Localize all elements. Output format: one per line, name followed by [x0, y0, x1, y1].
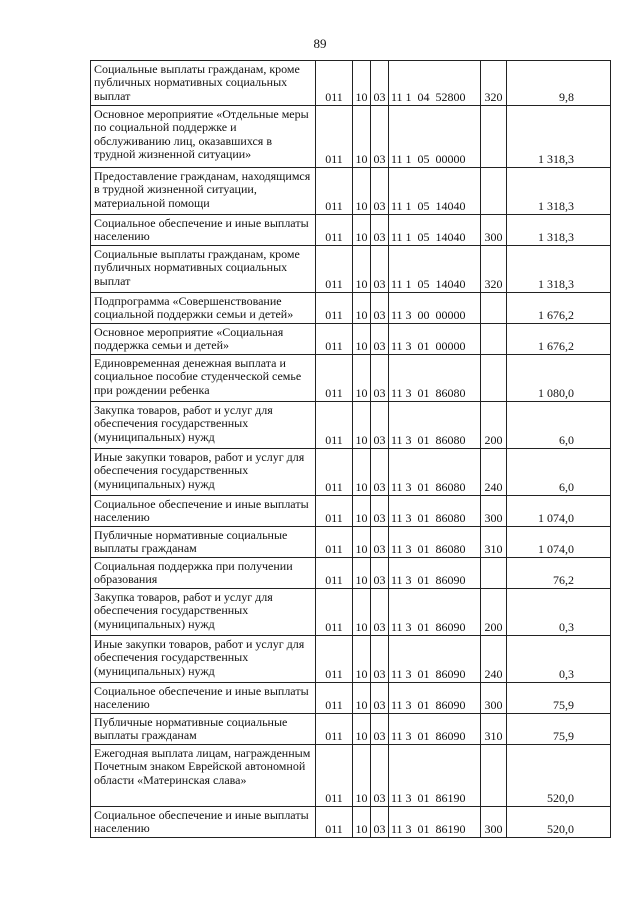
- row-name: Социальные выплаты гражданам, кроме публичных нормативных социальных выплат: [91, 61, 316, 106]
- section-code: 10: [353, 558, 371, 589]
- section-code: 10: [353, 636, 371, 683]
- table-row: [91, 745, 611, 807]
- section-code: 10: [353, 449, 371, 496]
- ministry-code: 011: [316, 496, 353, 527]
- expense-type-code: [481, 106, 507, 168]
- expense-type-code: 240: [481, 449, 507, 496]
- ministry-code: 011: [316, 683, 353, 714]
- expense-type-code: 300: [481, 683, 507, 714]
- program-code: 11 3 01 86080: [389, 527, 481, 558]
- ministry-code: 011: [316, 106, 353, 168]
- program-code: 11 3 01 86090: [389, 683, 481, 714]
- row-name: Единовременная денежная выплата и социальное пособие студенческой семье при рождении ребенка: [91, 355, 316, 402]
- row-name: Основное мероприятие «Отдельные меры по социальной поддержке и обслуживанию лиц, оказавшихся в трудной жизненной ситуации»: [91, 106, 316, 168]
- table-row: [91, 636, 611, 683]
- amount: 1 318,3: [507, 246, 611, 293]
- section-code: 10: [353, 714, 371, 745]
- amount: 520,0: [507, 807, 611, 838]
- table-row: [91, 355, 611, 402]
- subsection-code: 03: [371, 558, 389, 589]
- expense-type-code: 320: [481, 246, 507, 293]
- amount: 520,0: [507, 745, 611, 807]
- program-code: 11 1 05 14040: [389, 246, 481, 293]
- program-code: 11 1 05 00000: [389, 106, 481, 168]
- table-row: [91, 683, 611, 714]
- subsection-code: 03: [371, 324, 389, 355]
- section-code: 10: [353, 106, 371, 168]
- section-code: 10: [353, 293, 371, 324]
- row-name: Иные закупки товаров, работ и услуг для обеспечения государственных (муниципальных) нужд: [91, 449, 316, 496]
- amount: 1 676,2: [507, 324, 611, 355]
- expense-type-code: 300: [481, 807, 507, 838]
- subsection-code: 03: [371, 215, 389, 246]
- expense-type-code: [481, 558, 507, 589]
- ministry-code: 011: [316, 402, 353, 449]
- table-row: [91, 106, 611, 168]
- subsection-code: 03: [371, 714, 389, 745]
- expense-type-code: 310: [481, 527, 507, 558]
- ministry-code: 011: [316, 61, 353, 106]
- amount: 75,9: [507, 714, 611, 745]
- expense-type-code: 240: [481, 636, 507, 683]
- table-row: [91, 449, 611, 496]
- ministry-code: 011: [316, 558, 353, 589]
- subsection-code: 03: [371, 106, 389, 168]
- amount: 76,2: [507, 558, 611, 589]
- program-code: 11 1 05 14040: [389, 168, 481, 215]
- amount: 6,0: [507, 449, 611, 496]
- table-row: [91, 246, 611, 293]
- section-code: 10: [353, 527, 371, 558]
- section-code: 10: [353, 683, 371, 714]
- program-code: 11 3 01 86090: [389, 636, 481, 683]
- row-name: Ежегодная выплата лицам, награжденным Почетным знаком Еврейской автономной области «Материнская слава»: [91, 745, 316, 807]
- row-name: Подпрограмма «Совершенствование социальной поддержки семьи и детей»: [91, 293, 316, 324]
- subsection-code: 03: [371, 745, 389, 807]
- expense-type-code: [481, 355, 507, 402]
- row-name: Иные закупки товаров, работ и услуг для обеспечения государственных (муниципальных) нужд: [91, 636, 316, 683]
- table-row: [91, 807, 611, 838]
- table-row: [91, 714, 611, 745]
- ministry-code: 011: [316, 714, 353, 745]
- table-row: [91, 293, 611, 324]
- budget-table: [90, 60, 611, 838]
- subsection-code: 03: [371, 527, 389, 558]
- subsection-code: 03: [371, 293, 389, 324]
- amount: 1 676,2: [507, 293, 611, 324]
- subsection-code: 03: [371, 496, 389, 527]
- program-code: 11 3 01 86080: [389, 355, 481, 402]
- section-code: 10: [353, 215, 371, 246]
- ministry-code: 011: [316, 355, 353, 402]
- expense-type-code: [481, 745, 507, 807]
- row-name: Закупка товаров, работ и услуг для обеспечения государственных (муниципальных) нужд: [91, 589, 316, 636]
- amount: 1 318,3: [507, 215, 611, 246]
- section-code: 10: [353, 355, 371, 402]
- program-code: 11 3 01 86090: [389, 558, 481, 589]
- subsection-code: 03: [371, 168, 389, 215]
- ministry-code: 011: [316, 449, 353, 496]
- row-name: Закупка товаров, работ и услуг для обеспечения государственных (муниципальных) нужд: [91, 402, 316, 449]
- row-name: Социальное обеспечение и иные выплаты населению: [91, 683, 316, 714]
- subsection-code: 03: [371, 683, 389, 714]
- program-code: 11 3 00 00000: [389, 293, 481, 324]
- section-code: 10: [353, 168, 371, 215]
- expense-type-code: 300: [481, 215, 507, 246]
- program-code: 11 3 01 86080: [389, 496, 481, 527]
- table-row: [91, 402, 611, 449]
- table-row: [91, 324, 611, 355]
- table-row: [91, 527, 611, 558]
- program-code: 11 3 01 86080: [389, 402, 481, 449]
- amount: 0,3: [507, 636, 611, 683]
- section-code: 10: [353, 496, 371, 527]
- row-name: Публичные нормативные социальные выплаты гражданам: [91, 714, 316, 745]
- amount: 1 318,3: [507, 168, 611, 215]
- ministry-code: 011: [316, 246, 353, 293]
- table-row: [91, 61, 611, 106]
- amount: 1 074,0: [507, 496, 611, 527]
- expense-type-code: 200: [481, 402, 507, 449]
- ministry-code: 011: [316, 215, 353, 246]
- program-code: 11 3 01 86190: [389, 807, 481, 838]
- expense-type-code: [481, 168, 507, 215]
- program-code: 11 3 01 86090: [389, 589, 481, 636]
- page-number: 89: [313, 36, 327, 51]
- program-code: 11 1 05 14040: [389, 215, 481, 246]
- table-row: [91, 558, 611, 589]
- expense-type-code: 200: [481, 589, 507, 636]
- subsection-code: 03: [371, 355, 389, 402]
- expense-type-code: [481, 324, 507, 355]
- ministry-code: 011: [316, 745, 353, 807]
- subsection-code: 03: [371, 807, 389, 838]
- table-row: [91, 496, 611, 527]
- expense-type-code: [481, 293, 507, 324]
- ministry-code: 011: [316, 807, 353, 838]
- amount: 0,3: [507, 589, 611, 636]
- ministry-code: 011: [316, 527, 353, 558]
- amount: 1 080,0: [507, 355, 611, 402]
- ministry-code: 011: [316, 293, 353, 324]
- subsection-code: 03: [371, 449, 389, 496]
- table-row: [91, 589, 611, 636]
- row-name: Социальное обеспечение и иные выплаты населению: [91, 807, 316, 838]
- amount: 6,0: [507, 402, 611, 449]
- program-code: 11 3 01 86190: [389, 745, 481, 807]
- expense-type-code: 310: [481, 714, 507, 745]
- section-code: 10: [353, 589, 371, 636]
- row-name: Публичные нормативные социальные выплаты гражданам: [91, 527, 316, 558]
- program-code: 11 3 01 00000: [389, 324, 481, 355]
- subsection-code: 03: [371, 61, 389, 106]
- row-name: Основное мероприятие «Социальная поддержка семьи и детей»: [91, 324, 316, 355]
- ministry-code: 011: [316, 636, 353, 683]
- row-name: Социальное обеспечение и иные выплаты населению: [91, 496, 316, 527]
- section-code: 10: [353, 324, 371, 355]
- amount: 1 318,3: [507, 106, 611, 168]
- ministry-code: 011: [316, 324, 353, 355]
- table-row: [91, 168, 611, 215]
- subsection-code: 03: [371, 636, 389, 683]
- amount: 1 074,0: [507, 527, 611, 558]
- table-row: [91, 215, 611, 246]
- row-name: Социальное обеспечение и иные выплаты населению: [91, 215, 316, 246]
- subsection-code: 03: [371, 402, 389, 449]
- expense-type-code: 320: [481, 61, 507, 106]
- expense-type-code: 300: [481, 496, 507, 527]
- amount: 75,9: [507, 683, 611, 714]
- section-code: 10: [353, 246, 371, 293]
- ministry-code: 011: [316, 589, 353, 636]
- row-name: Социальные выплаты гражданам, кроме публичных нормативных социальных выплат: [91, 246, 316, 293]
- section-code: 10: [353, 61, 371, 106]
- program-code: 11 3 01 86080: [389, 449, 481, 496]
- row-name: Социальная поддержка при получении образования: [91, 558, 316, 589]
- section-code: 10: [353, 745, 371, 807]
- ministry-code: 011: [316, 168, 353, 215]
- subsection-code: 03: [371, 589, 389, 636]
- program-code: 11 3 01 86090: [389, 714, 481, 745]
- section-code: 10: [353, 402, 371, 449]
- subsection-code: 03: [371, 246, 389, 293]
- program-code: 11 1 04 52800: [389, 61, 481, 106]
- section-code: 10: [353, 807, 371, 838]
- amount: 9,8: [507, 61, 611, 106]
- row-name: Предоставление гражданам, находящимся в трудной жизненной ситуации, материальной помощи: [91, 168, 316, 215]
